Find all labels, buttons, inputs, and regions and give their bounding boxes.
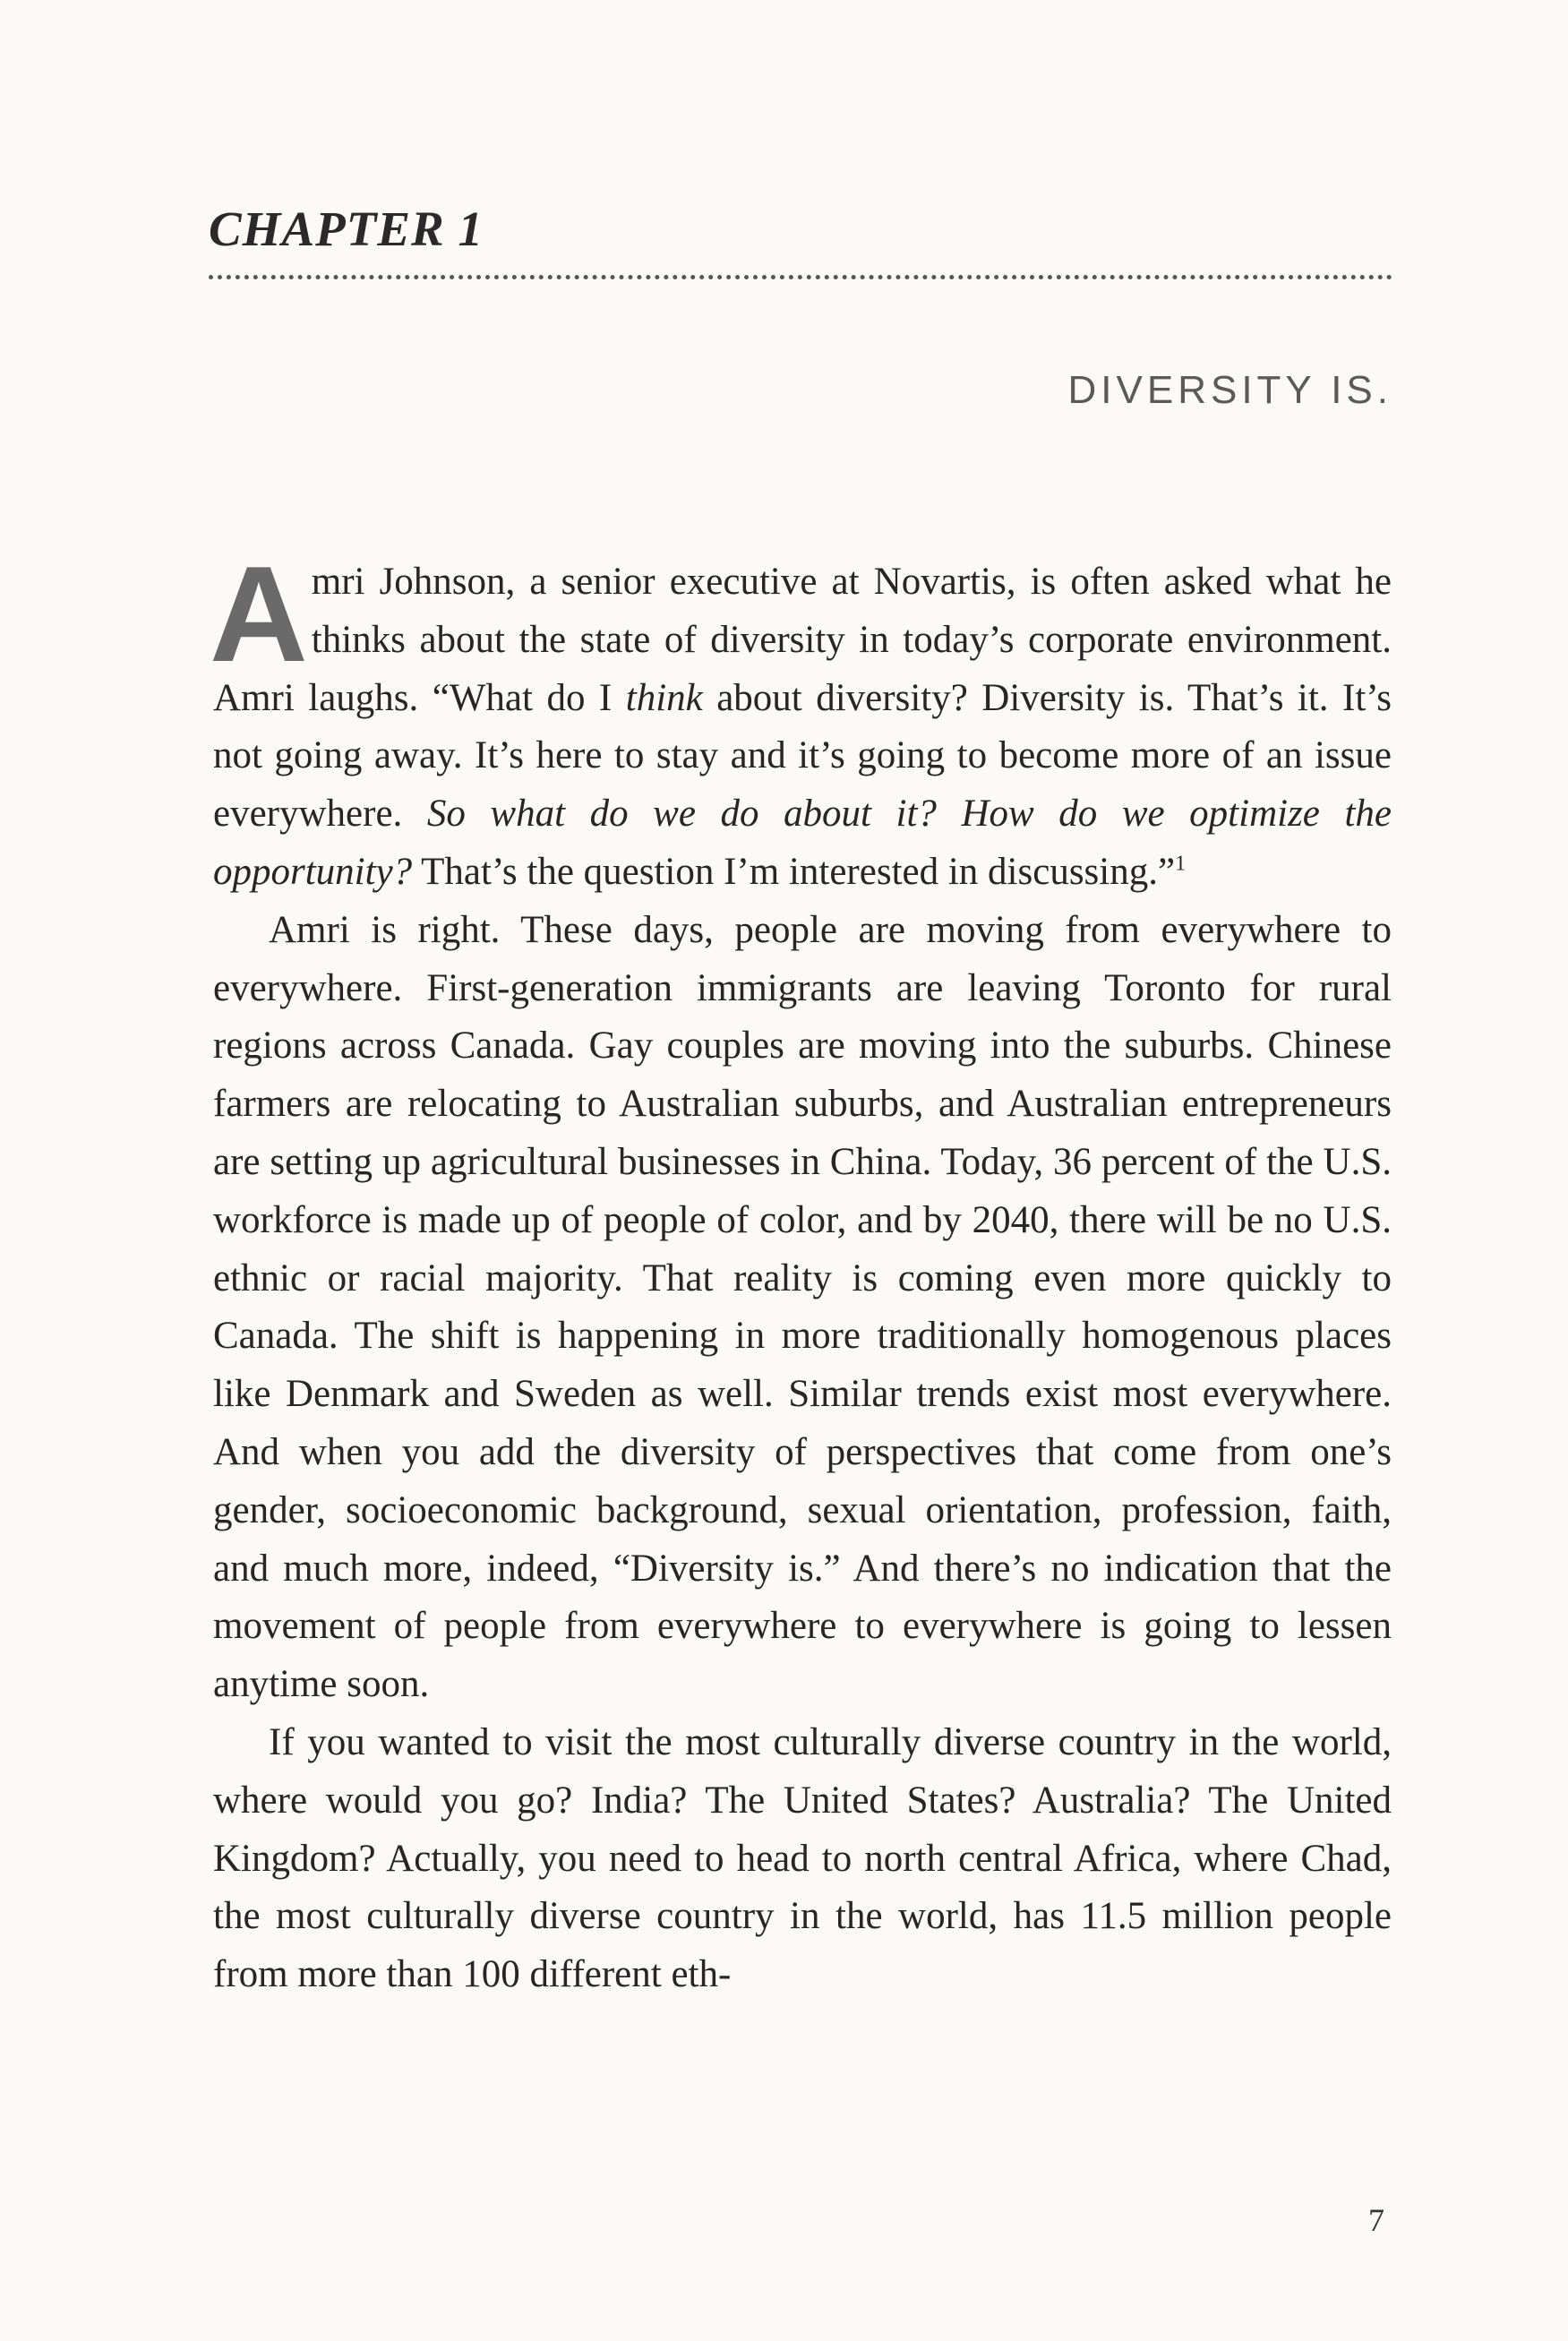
page-number: 7 (1368, 2202, 1384, 2238)
paragraph-1-text-b: about diversity? Diversity is. That’s it. It’s not going away. It’s here to stay and it’s going to become more of an issue everywhere. (213, 676, 1392, 836)
paragraph-1 (210, 538, 1392, 902)
chapter-label: CHAPTER 1 (209, 202, 484, 256)
paragraph-1-text-c: That’s the question I’m interested in discussing.” (412, 850, 1176, 893)
chapter-title: DIVERSITY IS. (1067, 368, 1392, 412)
paragraph-2: Amri is right. These days, people are moving from everywhere to everywhere. First-generation immigrants are leaving Toronto for rural regions across Canada. Gay couples are moving into the suburbs. Chinese farmers are relocating to Australian suburbs, and Australian entrepreneurs are setting up agricultural businesses in China. Today, 36 percent of the U.S. workforce is made up of people of color, and by 2040, there will be no U.S. ethnic or racial majority. That reality is coming even more quickly to Canada. The shift is happening in more traditionally homogenous places like Denmark and Sweden as well. Similar trends exist most everywhere. And when you add the diversity of perspectives that come from one’s gender, socioeconomic background, sexual orientation, profession, faith, and much more, indeed, “Diversity is.” And there’s no indication that the movement of people from everywhere to everywhere is going to lessen anytime soon. (213, 908, 1392, 1706)
dotted-divider (209, 275, 1392, 279)
paragraph-1-emphasis-think: think (625, 676, 703, 719)
drop-cap: A (210, 538, 308, 690)
body-text (210, 538, 1392, 2004)
footnote-marker[interactable]: 1 (1175, 852, 1187, 876)
paragraph-3: If you wanted to visit the most culturally diverse country in the world, where would you go? India? The United States? Australia? The United Kingdom? Actually, you need to head to north central Africa, where Chad, the most culturally diverse country in the world, has 11.5 million people from more than 100 different eth- (213, 1720, 1392, 1996)
paragraph-1-emphasis-question: So what do we do about it? How do we optimize the opportunity? (213, 793, 1392, 893)
paragraph-1-text-a: mri Johnson, a senior executive at Novartis, is often asked what he thinks about the state of diversity in today’s corporate environment. Amri laughs. “What do I (213, 561, 1392, 719)
